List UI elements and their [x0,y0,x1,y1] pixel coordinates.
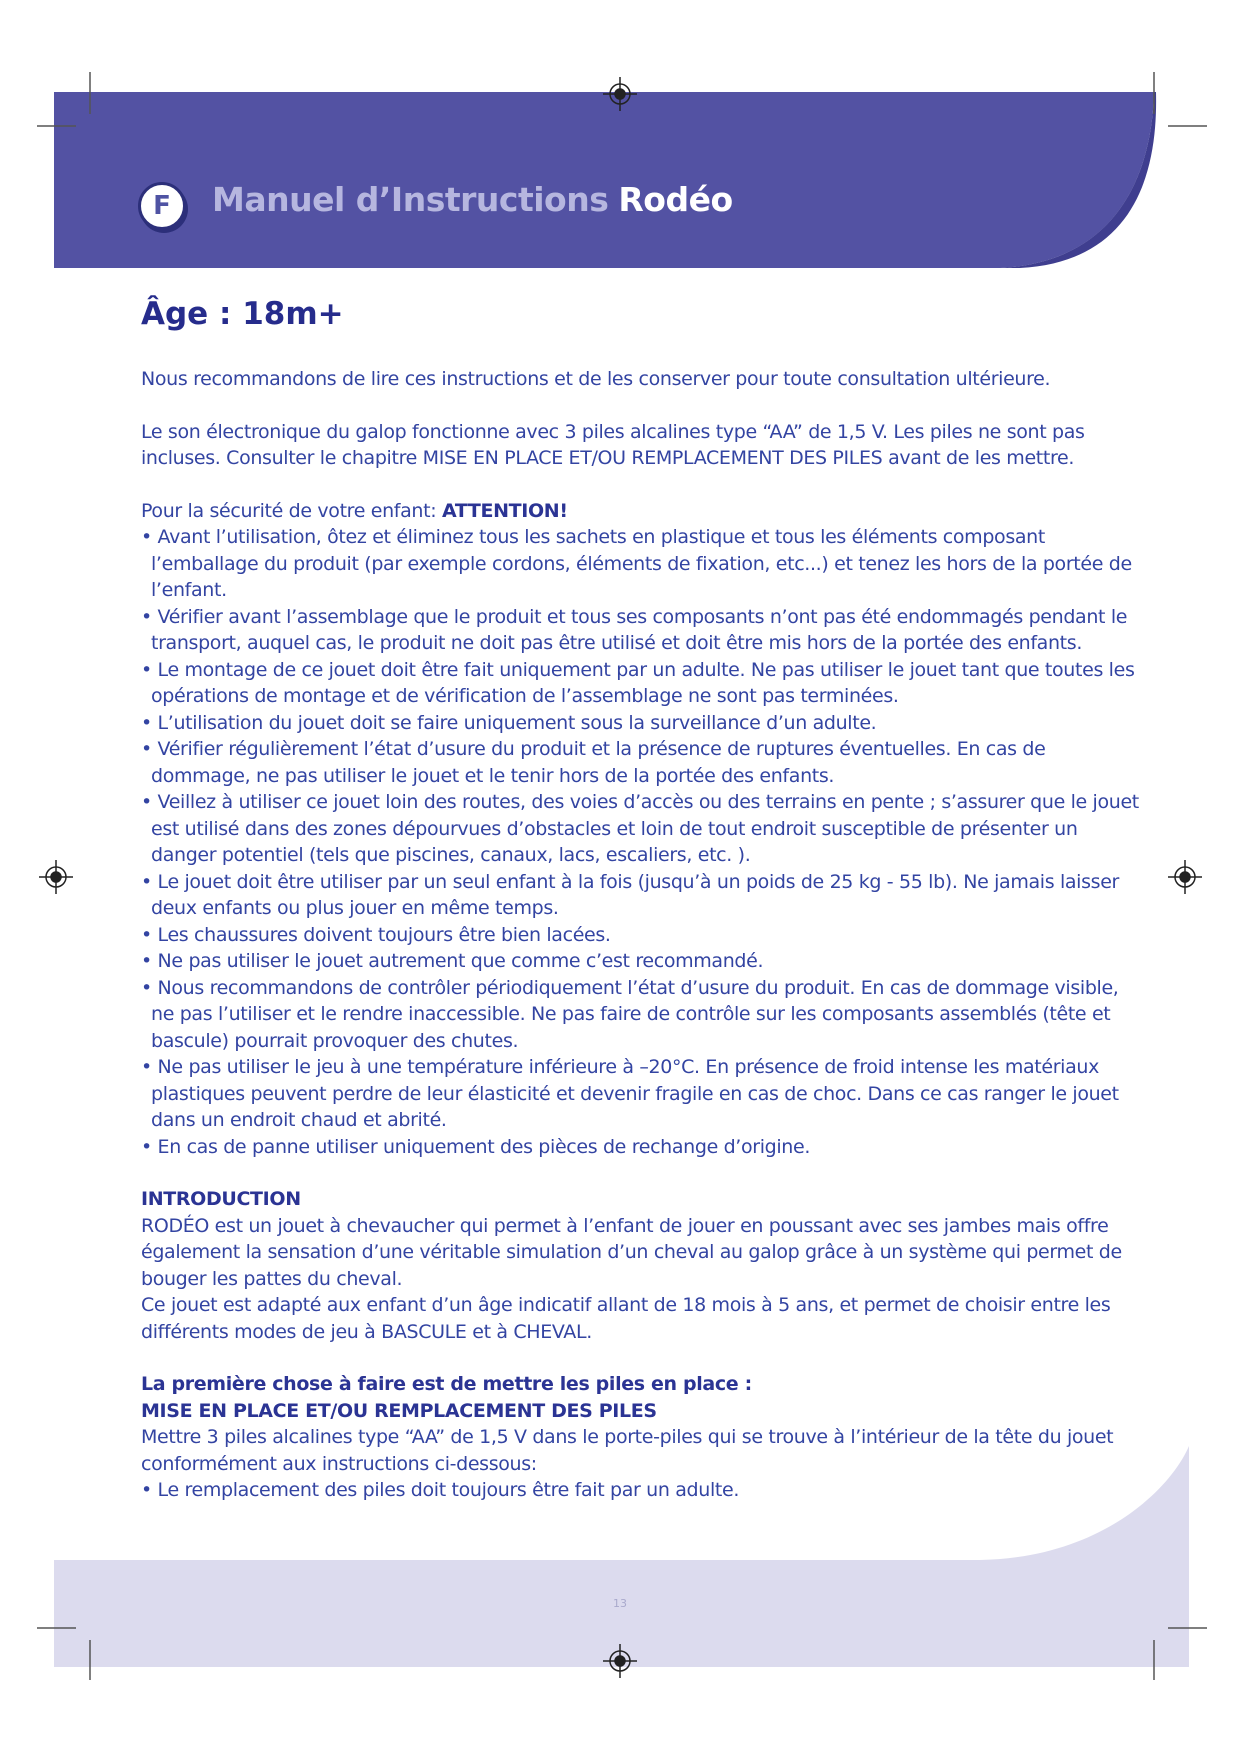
batteries-first-step: La première chose à faire est de mettre les piles en place : [141,1373,752,1395]
introduction-heading: INTRODUCTION [141,1188,301,1210]
manual-title-text: Manuel d’Instructions [212,180,609,219]
page-number: 13 [613,1597,627,1610]
introduction-paragraph: Ce jouet est adapté aux enfant d’un âge indicatif allant de 18 mois à 5 ans, et permet de choisir entre les différents modes de jeu à BASCULE et à CHEVAL. [141,1294,1111,1343]
product-name: Rodéo [618,180,733,219]
batteries-list [141,1477,1141,1504]
introduction-paragraph: RODÉO est un jouet à chevaucher qui permet à l’enfant de jouer en poussant avec ses jambes mais offre également la sensation d’une véritable simulation d’un cheval au galop grâce à un système qui permet de bouger les pattes du cheval. [141,1214,1122,1290]
safety-item: • Vérifier avant l’assemblage que le produit et tous ses composants n’ont pas été endommagés pendant le transport, auquel cas, le produit ne doit pas être utilisé et doit être mis hors de la portée des enfants. [141,604,1141,657]
intro-paragraph: Le son électronique du galop fonctionne avec 3 piles alcalines type “AA” de 1,5 V. Les piles ne sont pas incluses. Consulter le chapitre MISE EN PLACE ET/OU REMPLACEMENT DES PILES avant de les mettre. [141,420,1085,469]
safety-item: • Nous recommandons de contrôler périodiquement l’état d’usure du produit. En cas de dommage visible, ne pas l’utiliser et le rendre inaccessible. Ne pas faire de contrôle sur les composants assemblés (tête et bascule) pourrait provoquer des chutes. [141,975,1141,1055]
age-heading: Âge : 18m+ [141,296,344,332]
safety-item: • Ne pas utiliser le jeu à une température inférieure à –20°C. En présence de froid intense les matériaux plastiques peuvent perdre de leur élasticité et devenir fragile en cas de choc. Dans ce cas ranger le jouet dans un endroit chaud et abrité. [141,1054,1141,1134]
safety-item: • L’utilisation du jouet doit se faire uniquement sous la surveillance d’un adulte. [141,710,1141,737]
safety-item: • Le montage de ce jouet doit être fait uniquement par un adulte. Ne pas utiliser le jouet tant que toutes les opérations de montage et de vérification de l’assemblage ne sont pas terminées. [141,657,1141,710]
registration-mark-left [39,860,73,894]
batteries-heading: MISE EN PLACE ET/OU REMPLACEMENT DES PILES [141,1399,657,1422]
document-body [141,366,1141,1504]
intro-paragraph: Nous recommandons de lire ces instructions et de les conserver pour toute consultation ultérieure. [141,368,1051,390]
batteries-item: • Le remplacement des piles doit toujours être fait par un adulte. [141,1477,1141,1504]
safety-item: • En cas de panne utiliser uniquement des pièces de rechange d’origine. [141,1134,1141,1161]
safety-item: • Le jouet doit être utiliser par un seul enfant à la fois (jusqu’à un poids de 25 kg - 55 lb). Ne jamais laisser deux enfants ou plus jouer en même temps. [141,869,1141,922]
registration-mark-right [1168,860,1202,894]
safety-lead [141,498,1141,525]
manual-title [212,180,733,219]
safety-item: • Avant l’utilisation, ôtez et éliminez tous les sachets en plastique et tous les éléments composant l’emballage du produit (par exemple cordons, éléments de fixation, etc...) et tenez les hors de la portée de l’enfant. [141,524,1141,604]
safety-item: • Ne pas utiliser le jouet autrement que comme c’est recommandé. [141,948,1141,975]
batteries-text: Mettre 3 piles alcalines type “AA” de 1,5 V dans le porte-piles qui se trouve à l’intérieur de la tête du jouet conformément aux instructions ci-dessous: [141,1426,1114,1475]
safety-lead-text: Pour la sécurité de votre enfant: [141,499,442,522]
language-badge: F [138,182,186,230]
attention-label: ATTENTION! [441,499,568,522]
safety-item: • Vérifier régulièrement l’état d’usure du produit et la présence de ruptures éventuelles. En cas de dommage, ne pas utiliser le jouet et le tenir hors de la portée des enfants. [141,736,1141,789]
safety-list [141,524,1141,1160]
safety-item: • Les chaussures doivent toujours être bien lacées. [141,922,1141,949]
safety-item: • Veillez à utiliser ce jouet loin des routes, des voies d’accès ou des terrains en pente ; s’assurer que le jouet est utilisé dans des zones dépourvues d’obstacles et loin de tout endroit susceptible de présenter un danger potentiel (tels que piscines, canaux, lacs, escaliers, etc. ). [141,789,1141,869]
